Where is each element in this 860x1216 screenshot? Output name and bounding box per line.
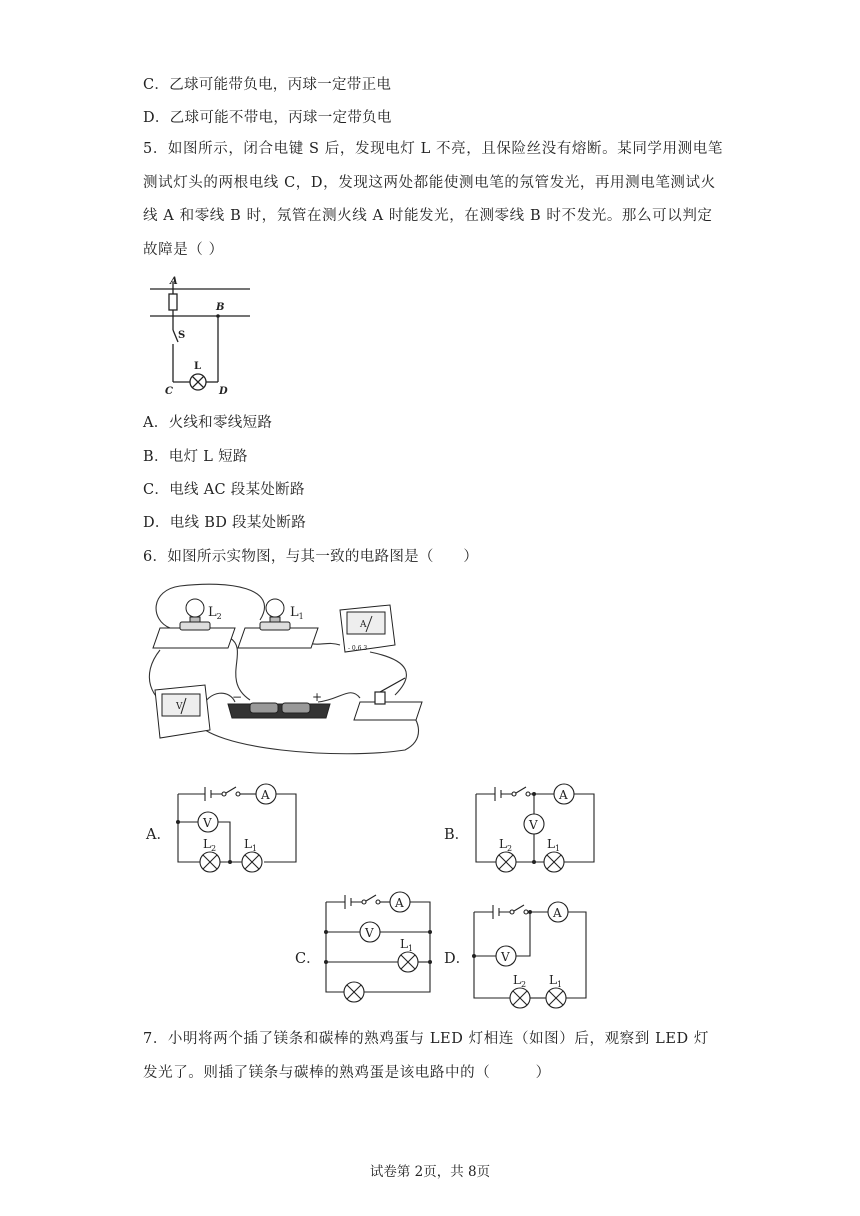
option-d-q4: D．乙球可能不带电，丙球一定带负电 [143,110,392,126]
label-d: D [219,386,228,397]
lamp-l1-label: $L_1$ [290,605,304,621]
opt-d-voltmeter: V [501,950,510,964]
option-b-label-q6: B． [444,827,470,843]
opt-d-ammeter: A [553,906,562,920]
battery-plus: + [312,690,323,704]
opt-b-ammeter: A [559,788,568,802]
opt-d-l2: $L_2$ [513,973,527,989]
opt-a-l2: $L_2$ [203,837,217,853]
battery-minus: − [232,690,243,704]
opt-a-l1: $L_1$ [244,837,258,853]
option-a-label-q6: A． [146,827,171,843]
opt-b-l1: $L_1$ [547,837,561,853]
lamp-l2-label: $L_2$ [208,605,222,621]
option-c-q4: C．乙球可能带负电，丙球一定带正电 [143,77,392,93]
option-d-q5: D．电线 BD 段某处断路 [143,515,307,531]
circuit-option-c [318,890,438,1000]
label-l: L [194,361,202,372]
page-footer: 试卷第 2页，共 8页 [369,1164,491,1180]
circuit-option-a [170,782,305,882]
opt-b-voltmeter: V [529,818,538,832]
circuit-option-b [468,782,603,882]
question-5-text: 5．如图所示，闭合电键 S 后，发现电灯 L 不亮，且保险丝没有熔断。某同学用测电笔测试灯头的两根电线 C，D，发现这两处都能使测电笔的氖管发光，再用测电笔测试火线 A 和零线 B 时，氖管在测火线 A 时能发光，在测零线 B 时不发光。那么可以判定故障是（ ） [143,141,723,258]
circuit-option-d [466,895,601,1005]
label-s: S [178,330,186,341]
label-a: A [170,276,178,287]
opt-d-l1: $L_1$ [549,973,563,989]
voltmeter-label: V [176,702,183,712]
ammeter-scale: - 0.6 3 [348,645,368,652]
option-d-label-q6: D． [444,951,471,967]
opt-c-l1: $L_1$ [400,937,414,953]
ammeter-label: A [360,620,367,630]
opt-a-voltmeter: V [203,816,212,830]
opt-c-voltmeter: V [365,926,374,940]
question-6-text: 6．如图所示实物图，与其一致的电路图是（ ） [143,549,479,565]
option-c-label-q6: C． [295,951,321,967]
option-c-q5: C．电线 AC 段某处断路 [143,482,305,498]
physical-circuit-picture [140,580,430,765]
question-7-text: 7．小明将两个插了镁条和碳棒的熟鸡蛋与 LED 灯相连（如图）后，观察到 LED 灯发光了。则插了镁条与碳棒的熟鸡蛋是该电路中的（ ） [143,1031,710,1081]
fuse-circuit-diagram [140,272,260,402]
label-c: C [165,386,173,397]
opt-b-l2: $L_2$ [499,837,513,853]
option-b-q5: B．电灯 L 短路 [143,449,248,465]
opt-c-ammeter: A [395,896,404,910]
label-b: B [216,302,225,313]
option-a-q5: A．火线和零线短路 [143,415,273,431]
opt-a-ammeter: A [261,788,270,802]
